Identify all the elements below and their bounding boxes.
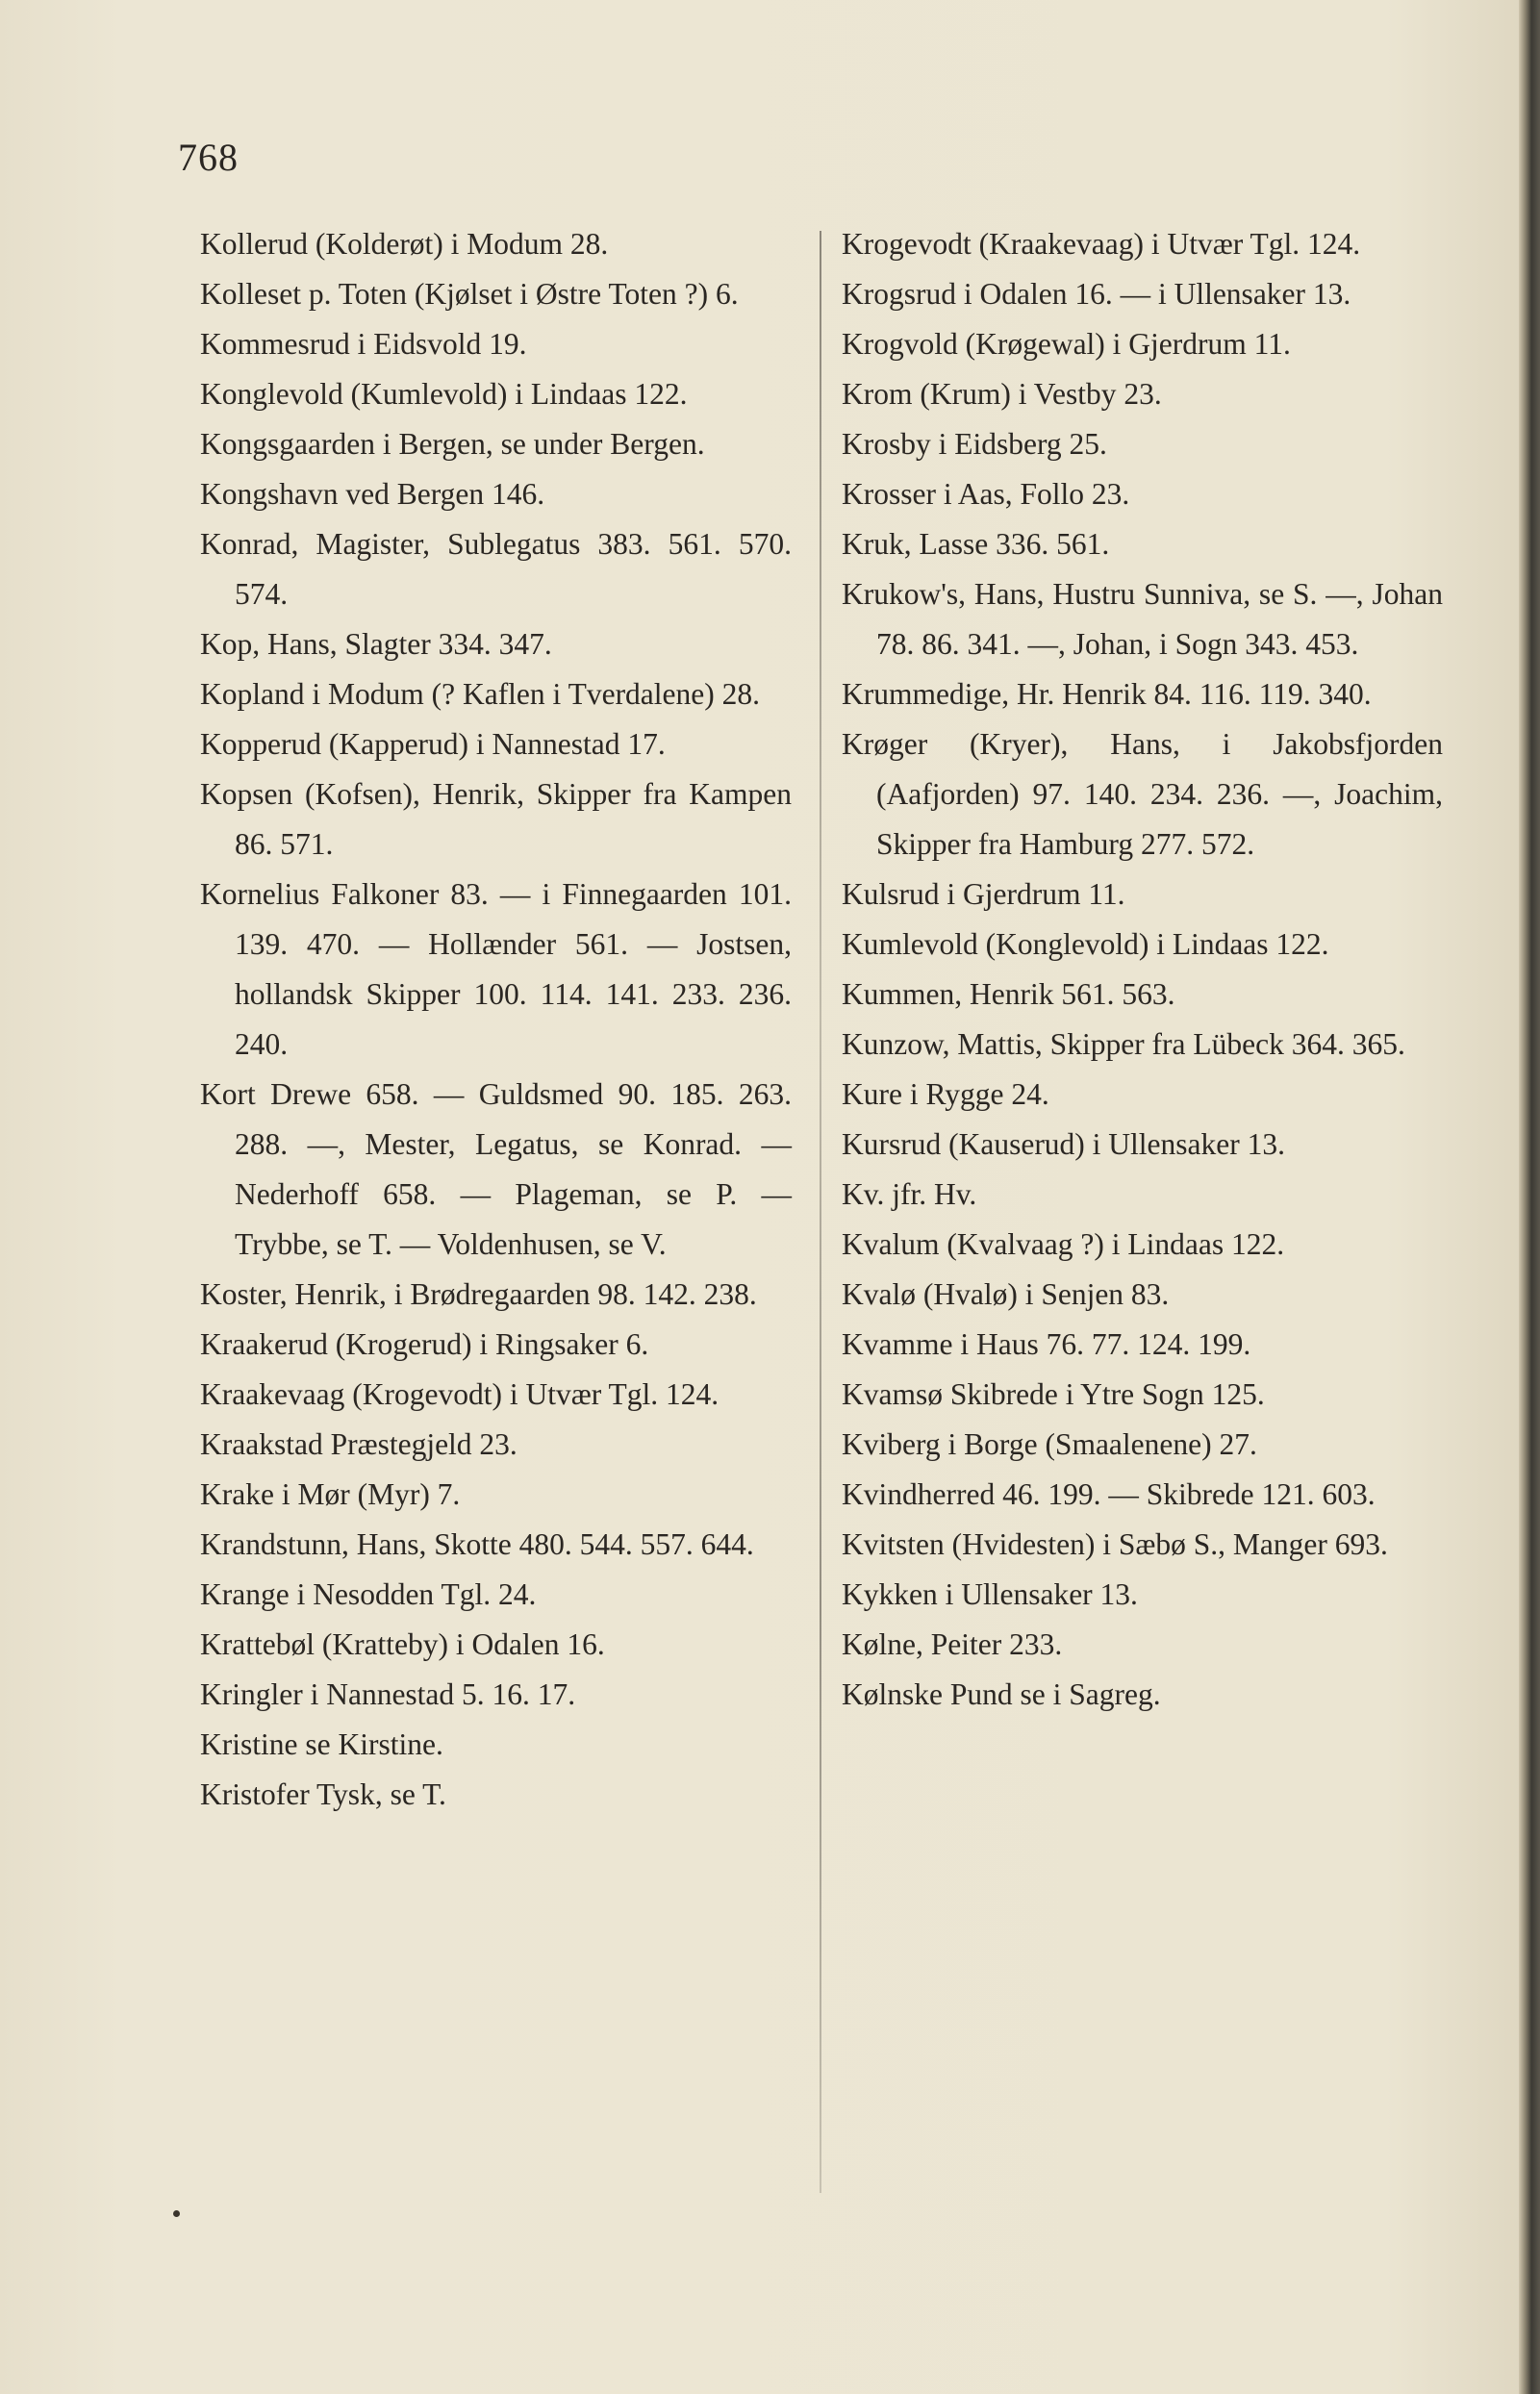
index-entry: Kure i Rygge 24. [842,1077,1049,1111]
index-entry: Kommesrud i Eidsvold 19. [200,327,527,361]
index-entry: Kraakevaag (Krogevodt) i Utvær Tgl. 124. [200,1377,720,1411]
index-entry: Kringler i Nannestad 5. 16. 17. [200,1677,576,1711]
index-entry: Krom (Krum) i Vestby 23. [842,377,1162,411]
index-entry: Krattebøl (Kratteby) i Odalen 16. [200,1627,605,1661]
index-entry: Krosby i Eidsberg 25. [842,427,1107,461]
index-entry: Kraakstad Præstegjeld 23. [200,1427,518,1461]
index-entry: Kursrud (Kauserud) i Ullensaker 13. [842,1127,1285,1161]
index-entry: Krogsrud i Odalen 16. — i Ullensaker 13. [842,277,1351,311]
index-entry: Kvalø (Hvalø) i Senjen 83. [842,1277,1170,1311]
index-entry: Kongshavn ved Bergen 146. [200,477,545,511]
index-entry: Kv. jfr. Hv. [842,1177,977,1211]
index-entry: Krogvold (Krøgewal) i Gjerdrum 11. [842,327,1291,361]
index-entry: Kopsen (Kofsen), Henrik, Skipper fra Kampen 86. 571. [200,777,792,861]
index-entry: Kvindherred 46. 199. — Skibrede 121. 603. [842,1477,1376,1511]
index-entry: Kristofer Tysk, se T. [200,1777,446,1811]
index-entry: Kopland i Modum (? Kaflen i Tverdalene) 28. [200,677,760,711]
index-entry: Kop, Hans, Slagter 334. 347. [200,627,552,661]
index-entry: Konrad, Magister, Sublegatus 383. 561. 570. 574. [200,527,792,611]
page-number: 768 [178,136,239,179]
index-entry: Kollerud (Kolderøt) i Modum 28. [200,227,609,261]
index-entry: Kvitsten (Hvidesten) i Sæbø S., Manger 693. [842,1527,1388,1561]
index-entry: Kunzow, Mattis, Skipper fra Lübeck 364. 365. [842,1027,1405,1061]
index-entry: Kvamsø Skibrede i Ytre Sogn 125. [842,1377,1265,1411]
index-entry: Kvamme i Haus 76. 77. 124. 199. [842,1327,1251,1361]
index-entry: Kølnske Pund se i Sagreg. [842,1677,1161,1711]
index-entry: Krukow's, Hans, Hustru Sunniva, se S. —, Johan 78. 86. 341. —, Johan, i Sogn 343. 453. [842,577,1443,661]
index-entry: Konglevold (Kumlevold) i Lindaas 122. [200,377,688,411]
index-column-left [200,219,792,1820]
index-entry: Kviberg i Borge (Smaalenene) 27. [842,1427,1257,1461]
index-entry: Krake i Mør (Myr) 7. [200,1477,461,1511]
index-entry: Kopperud (Kapperud) i Nannestad 17. [200,727,666,761]
index-entry: Krogevodt (Kraakevaag) i Utvær Tgl. 124. [842,227,1361,261]
index-entry: Kornelius Falkoner 83. — i Finnegaarden 101. 139. 470. — Hollænder 561. — Jostsen, hollandsk Skipper 100. 114. 141. 233. 236. 240. [200,877,792,1061]
index-entry: Kumlevold (Konglevold) i Lindaas 122. [842,927,1329,961]
index-entry: Kolleset p. Toten (Kjølset i Østre Toten ?) 6. [200,277,739,311]
book-binding-edge [1519,0,1540,2394]
index-entry: Krange i Nesodden Tgl. 24. [200,1577,537,1611]
index-entry: Krøger (Kryer), Hans, i Jakobsfjorden (Aafjorden) 97. 140. 234. 236. —, Joachim, Skipper fra Hamburg 277. 572. [842,727,1443,861]
index-entry: Koster, Henrik, i Brødregaarden 98. 142. 238. [200,1277,757,1311]
index-entry: Kulsrud i Gjerdrum 11. [842,877,1125,911]
index-entry: Krandstunn, Hans, Skotte 480. 544. 557. 644. [200,1527,754,1561]
index-entry: Kongsgaarden i Bergen, se under Bergen. [200,427,705,461]
index-entry: Kristine se Kirstine. [200,1727,443,1761]
ink-speck [173,2210,180,2217]
index-entry: Kort Drewe 658. — Guldsmed 90. 185. 263. 288. —, Mester, Legatus, se Konrad. — Nederhoff 658. — Plageman, se P. — Trybbe, se T. — Voldenhusen, se V. [200,1077,792,1261]
column-divider [820,231,821,2193]
index-entry: Kraakerud (Krogerud) i Ringsaker 6. [200,1327,649,1361]
index-entry: Kruk, Lasse 336. 561. [842,527,1110,561]
index-entry: Kølne, Peiter 233. [842,1627,1063,1661]
index-entry: Kykken i Ullensaker 13. [842,1577,1138,1611]
index-column-right [842,219,1443,1720]
index-entry: Krosser i Aas, Follo 23. [842,477,1130,511]
index-entry: Krummedige, Hr. Henrik 84. 116. 119. 340. [842,677,1372,711]
index-entry: Kummen, Henrik 561. 563. [842,977,1175,1011]
index-entry: Kvalum (Kvalvaag ?) i Lindaas 122. [842,1227,1285,1261]
